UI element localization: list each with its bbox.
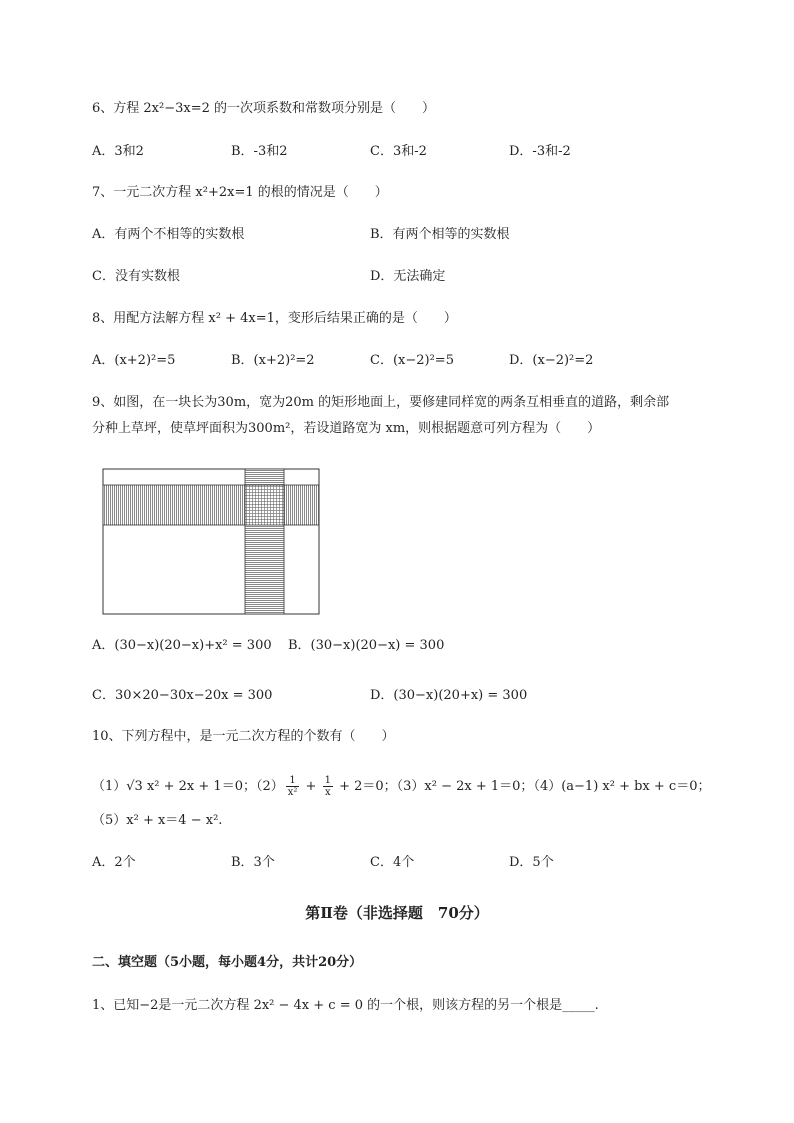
- q10-option-a: A．2个: [92, 855, 136, 870]
- q10-eq1: （1）√3 x² + 2x + 1＝0；: [92, 779, 256, 794]
- q10-eq5: （5）x² + x＝4 − x².: [92, 813, 223, 828]
- q9-option-a: A．(30−x)(20−x)+x² = 300: [92, 638, 272, 653]
- q6-stem: 6、方程 2x²−3x=2 的一次项系数和常数项分别是（ ）: [92, 101, 436, 116]
- section-2-title: 第Ⅱ卷（非选择题 70分）: [305, 904, 489, 922]
- q8-stem: 8、用配方法解方程 x² + 4x=1，变形后结果正确的是（ ）: [92, 311, 457, 326]
- fill-in-heading: 二、填空题（5小题，每小题4分，共计20分）: [92, 955, 363, 970]
- q6-option-d: D．-3和-2: [509, 144, 571, 159]
- q7-stem: 7、一元二次方程 x²+2x=1 的根的情况是（ ）: [92, 185, 388, 200]
- q6-option-c: C．3和-2: [370, 144, 427, 159]
- q8-option-d: D．(x−2)²=2: [509, 353, 594, 368]
- q7-option-d: D．无法确定: [370, 269, 446, 284]
- fill-question-1: 1、已知−2是一元二次方程 2x² − 4x + c = 0 的一个根，则该方程的另一个根是_____.: [92, 998, 599, 1013]
- q9-option-c: C．30×20−30x−20x = 300: [92, 688, 273, 703]
- q10-eq4: （4）(a−1) x² + bx + c＝0；: [533, 779, 711, 794]
- q9-stem-line1: 9、如图，在一块长为30m，宽为20m 的矩形地面上，要修建同样宽的两条互相垂直的道路，剩余部: [92, 395, 670, 410]
- road-intersection: [245, 485, 284, 525]
- q7-option-a: A．有两个不相等的实数根: [92, 227, 245, 242]
- q7-option-c: C．没有实数根: [92, 269, 180, 284]
- q10-option-d: D．5个: [509, 855, 554, 870]
- q10-equations-line1: [92, 774, 710, 800]
- q8-option-c: C．(x−2)²=5: [370, 353, 454, 368]
- q6-option-b: B．-3和2: [231, 144, 288, 159]
- q10-eq3: （3）x² − 2x + 1＝0；: [396, 779, 534, 794]
- q10-option-b: B．3个: [231, 855, 275, 870]
- road-diagram: [102, 468, 320, 616]
- q10-eq2: （2） $\frac{1}{\text{x²}}$ + $\frac{1}{x}$ + 2＝0；: [255, 775, 397, 798]
- q6-option-a: A．3和2: [92, 144, 144, 159]
- q7-option-b: B．有两个相等的实数根: [370, 227, 510, 242]
- horizontal-road: [103, 485, 319, 525]
- q10-option-c: C．4个: [370, 855, 415, 870]
- q9-option-b: B．(30−x)(20−x) = 300: [288, 638, 445, 653]
- q8-option-b: B．(x+2)²=2: [231, 353, 315, 368]
- q8-option-a: A．(x+2)²=5: [92, 353, 176, 368]
- q10-stem: 10、下列方程中，是一元二次方程的个数有（ ）: [92, 729, 395, 744]
- q9-option-d: D．(30−x)(20+x) = 300: [370, 688, 528, 703]
- q9-stem-line2: 分种上草坪，使草坪面积为300m²，若设道路宽为 xm，则根据题意可列方程为（ ）: [92, 421, 601, 436]
